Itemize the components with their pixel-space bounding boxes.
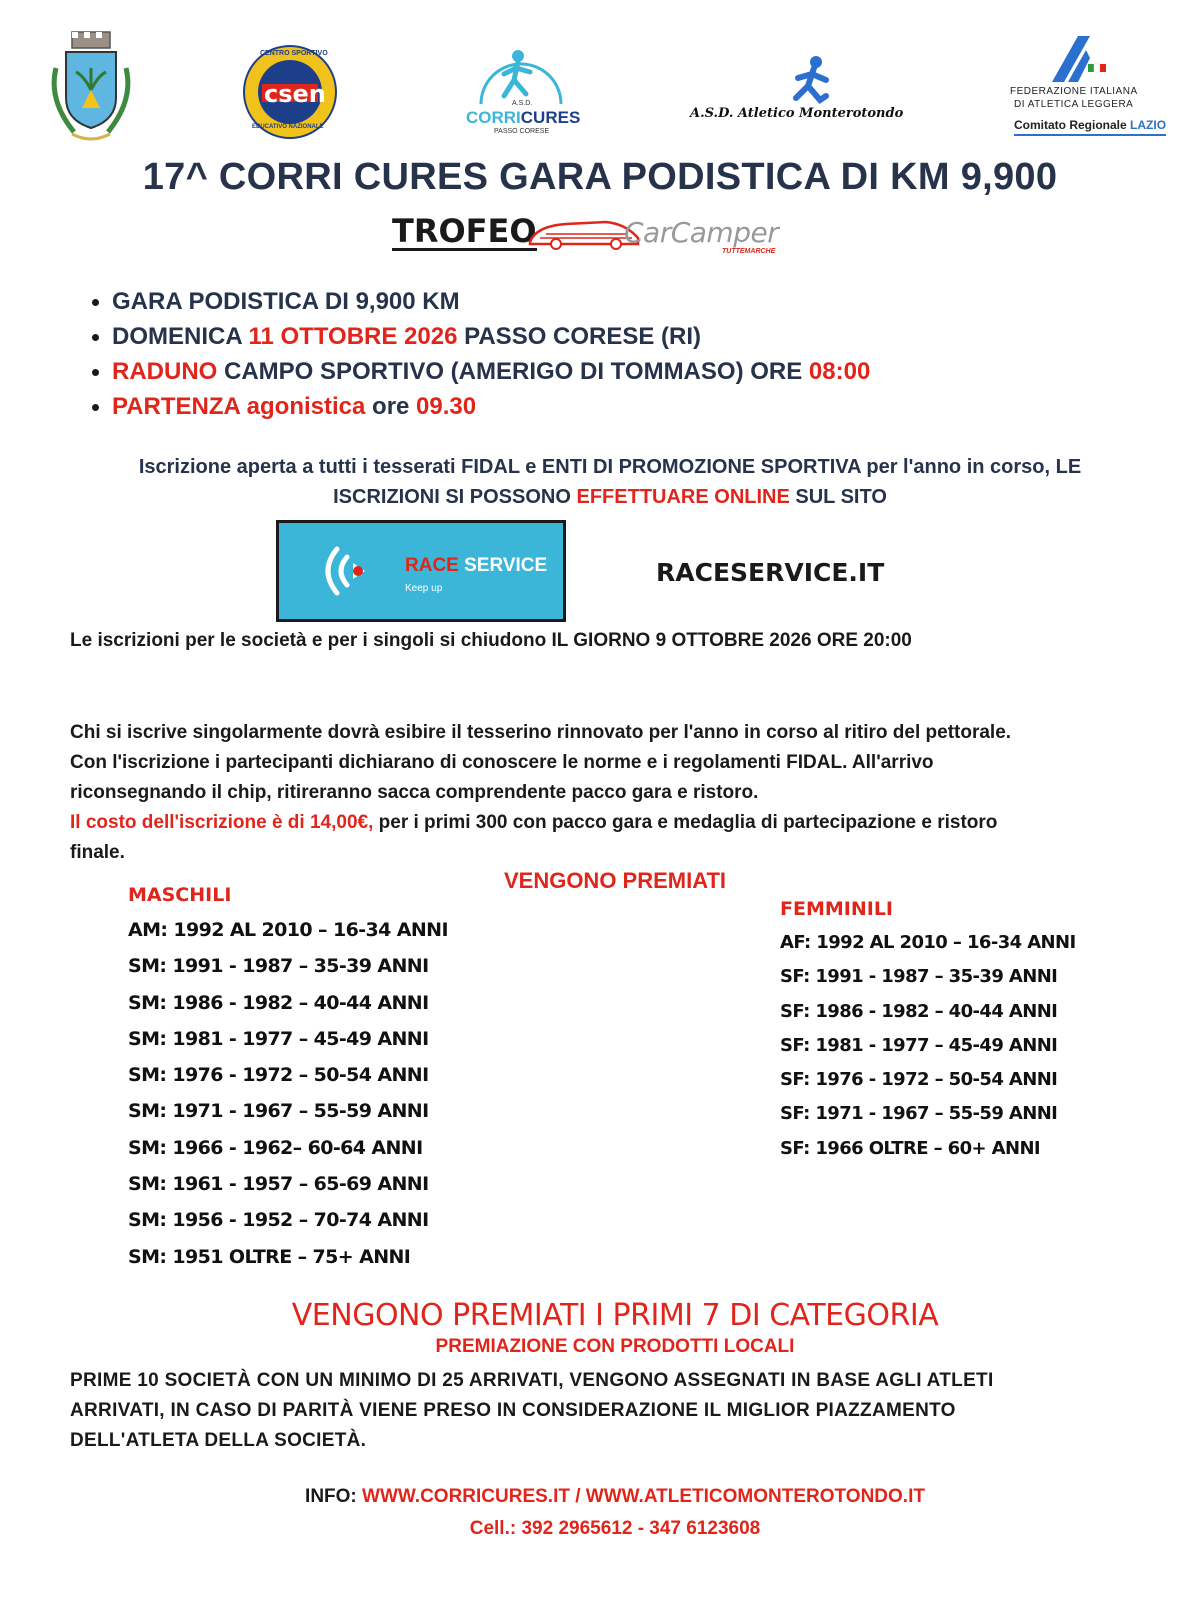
sponsor-name: CarCamper: [624, 216, 779, 249]
corricures-name-b: CURES: [520, 108, 581, 127]
female-heading: FEMMINILI: [780, 898, 893, 920]
rules-cost: [70, 808, 1170, 838]
category-row: SM: 1961 - 1957 – 65-69 ANNI: [128, 1173, 429, 1196]
trofeo-label: TROFEO: [392, 212, 537, 250]
race-service-brand: [405, 555, 547, 577]
detail-raduno-place: CAMPO SPORTIVO (AMERIGO DI TOMMASO) ORE: [217, 358, 809, 385]
registration-line2-a: ISCRIZIONI SI POSSONO: [333, 486, 577, 508]
fidal-line1: FEDERAZIONE ITALIANA: [1010, 86, 1138, 97]
corricures-asd-text: A.S.D.: [512, 100, 533, 107]
category-row: SF: 1981 - 1977 – 45-49 ANNI: [780, 1034, 1058, 1056]
category-row: AM: 1992 AL 2010 – 16-34 ANNI: [128, 919, 448, 941]
top7-awards: VENGONO PREMIATI I PRIMI 7 DI CATEGORIA: [291, 1298, 939, 1333]
detail-partenza-time: 09.30: [416, 393, 477, 420]
event-title: 17^ CORRI CURES GARA PODISTICA DI KM 9,900: [142, 156, 1058, 198]
detail-raduno-label: RADUNO: [112, 358, 218, 385]
detail-partenza-ore: ore: [365, 393, 417, 420]
category-row: AF: 1992 AL 2010 – 16-34 ANNI: [780, 932, 1076, 953]
category-row: SF: 1971 - 1967 – 55-59 ANNI: [780, 1103, 1058, 1125]
detail-date-prefix: DOMENICA: [112, 323, 249, 350]
atletico-monterotondo-logo: [690, 54, 910, 124]
corricures-name-a: CORRI: [466, 108, 521, 127]
registration-line2: [70, 482, 1150, 512]
female-categories: [780, 898, 1076, 1166]
rules-paragraph: [70, 718, 1170, 868]
detail-partenza: [90, 389, 1110, 424]
team-awards-line1: PRIME 10 SOCIETÀ CON UN MINIMO DI 25 ARRIVATI, VENGONO ASSEGNATI IN BASE AGLI ATLETI: [70, 1370, 994, 1391]
fidal-comitato: [1014, 118, 1166, 136]
event-details-list: [90, 284, 1110, 424]
fidal-lazio-text: LAZIO: [1130, 118, 1167, 132]
csen-mark-text: csen: [264, 80, 326, 108]
team-awards-line3: DELL'ATLETA DELLA SOCIETÀ.: [70, 1430, 367, 1451]
info-line: [0, 1486, 1200, 1508]
local-products-awards: PREMIAZIONE CON PRODOTTI LOCALI: [435, 1336, 795, 1357]
race-brand-a: RACE: [405, 555, 459, 576]
phone-numbers[interactable]: Cell.: 392 2965612 - 347 6123608: [469, 1518, 761, 1539]
registration-line2-c: SUL SITO: [789, 486, 887, 508]
csen-logo: [242, 44, 338, 140]
registration-deadline: Le iscrizioni per le società e per i singoli si chiudono IL GIORNO 9 OTTOBRE 2026 ORE 20:00: [70, 630, 912, 651]
category-row: SF: 1976 - 1972 – 50-54 ANNI: [780, 1069, 1058, 1091]
rules-line3: riconsegnando il chip, ritireranno sacca comprendente pacco gara e ristoro.: [70, 782, 759, 803]
team-awards: [70, 1366, 1170, 1456]
cost-details: per i primi 300 con pacco gara e medaglia di partecipazione e ristoro: [373, 812, 998, 833]
fidal-line2: DI ATLETICA LEGGERA: [1014, 99, 1134, 110]
male-heading: MASCHILI: [128, 884, 232, 906]
csen-top-text: CENTRO SPORTIVO: [260, 50, 328, 57]
male-categories: [128, 884, 448, 1275]
detail-distance: GARA PODISTICA DI 9,900 KM: [90, 284, 1110, 319]
corricures-name: [466, 108, 580, 128]
fidal-comitato-text: Comitato Regionale: [1014, 118, 1127, 132]
category-row: SM: 1956 - 1952 – 70-74 ANNI: [128, 1209, 429, 1232]
registration-line1: Iscrizione aperta a tutti i tesserati FIDAL e ENTI DI PROMOZIONE SPORTIVA per l'anno in corso, LE: [138, 456, 1082, 478]
atletico-text: A.S.D. Atletico Monterotondo: [690, 106, 904, 121]
race-service-logo[interactable]: [276, 520, 566, 622]
detail-raduno: [90, 354, 1110, 389]
detail-date-place: PASSO CORESE (RI): [457, 323, 702, 350]
category-row: SM: 1976 - 1972 – 50-54 ANNI: [128, 1064, 429, 1087]
registration-info: [70, 452, 1150, 512]
sponsor-sub: TUTTEMARCHE: [722, 248, 776, 255]
category-row: SF: 1991 - 1987 – 35-39 ANNI: [780, 966, 1058, 988]
category-row: SM: 1986 - 1982 – 40-44 ANNI: [128, 991, 429, 1014]
category-row: SM: 1981 - 1977 – 45-49 ANNI: [128, 1027, 429, 1050]
rules-line5: finale.: [70, 842, 125, 863]
signal-icon: [303, 531, 383, 611]
category-row: SM: 1991 - 1987 – 35-39 ANNI: [128, 955, 429, 978]
info-links[interactable]: WWW.CORRICURES.IT / WWW.ATLETICOMONTEROTONDO.IT: [362, 1486, 925, 1507]
category-row: SM: 1966 - 1962– 60-64 ANNI: [128, 1136, 423, 1159]
corricures-logo: [456, 40, 586, 140]
rules-line2: Con l'iscrizione i partecipanti dichiarano di conoscere le norme e i regolamenti FIDAL. All'arrivo: [70, 752, 934, 773]
comune-crest-logo: [46, 28, 136, 146]
awards-heading: VENGONO PREMIATI: [503, 868, 727, 893]
team-awards-line2: ARRIVATI, IN CASO DI PARITÀ VIENE PRESO IN CONSIDERAZIONE IL MIGLIOR PIAZZAMENTO: [70, 1400, 956, 1421]
corricures-sub-text: PASSO CORESE: [494, 128, 550, 135]
race-service-link[interactable]: RACESERVICE.IT: [656, 558, 885, 587]
cost-highlight: Il costo dell'iscrizione è di 14,00€,: [70, 812, 374, 833]
csen-bottom-text: EDUCATIVO NAZIONALE: [252, 124, 324, 130]
race-brand-b: SERVICE: [458, 555, 548, 576]
category-row: SM: 1971 - 1967 – 55-59 ANNI: [128, 1100, 429, 1123]
category-row: SM: 1951 OLTRE – 75+ ANNI: [128, 1245, 411, 1268]
fidal-lazio-logo: [1010, 32, 1170, 150]
category-row: SF: 1986 - 1982 – 40-44 ANNI: [780, 1000, 1058, 1022]
registration-online: EFFETTUARE ONLINE: [576, 486, 790, 508]
race-tagline: Keep up: [405, 583, 443, 594]
detail-date-value: 11 OTTOBRE 2026: [248, 323, 458, 350]
info-label: INFO:: [305, 1486, 363, 1507]
detail-raduno-time: 08:00: [808, 358, 871, 385]
detail-partenza-label: PARTENZA agonistica: [112, 393, 366, 420]
rules-line1: Chi si iscrive singolarmente dovrà esibire il tesserino rinnovato per l'anno in corso al ritiro del pettorale.: [70, 722, 1012, 743]
detail-date: [90, 319, 1110, 354]
category-row: SF: 1966 OLTRE – 60+ ANNI: [780, 1137, 1041, 1159]
trofeo-banner: [392, 210, 832, 260]
